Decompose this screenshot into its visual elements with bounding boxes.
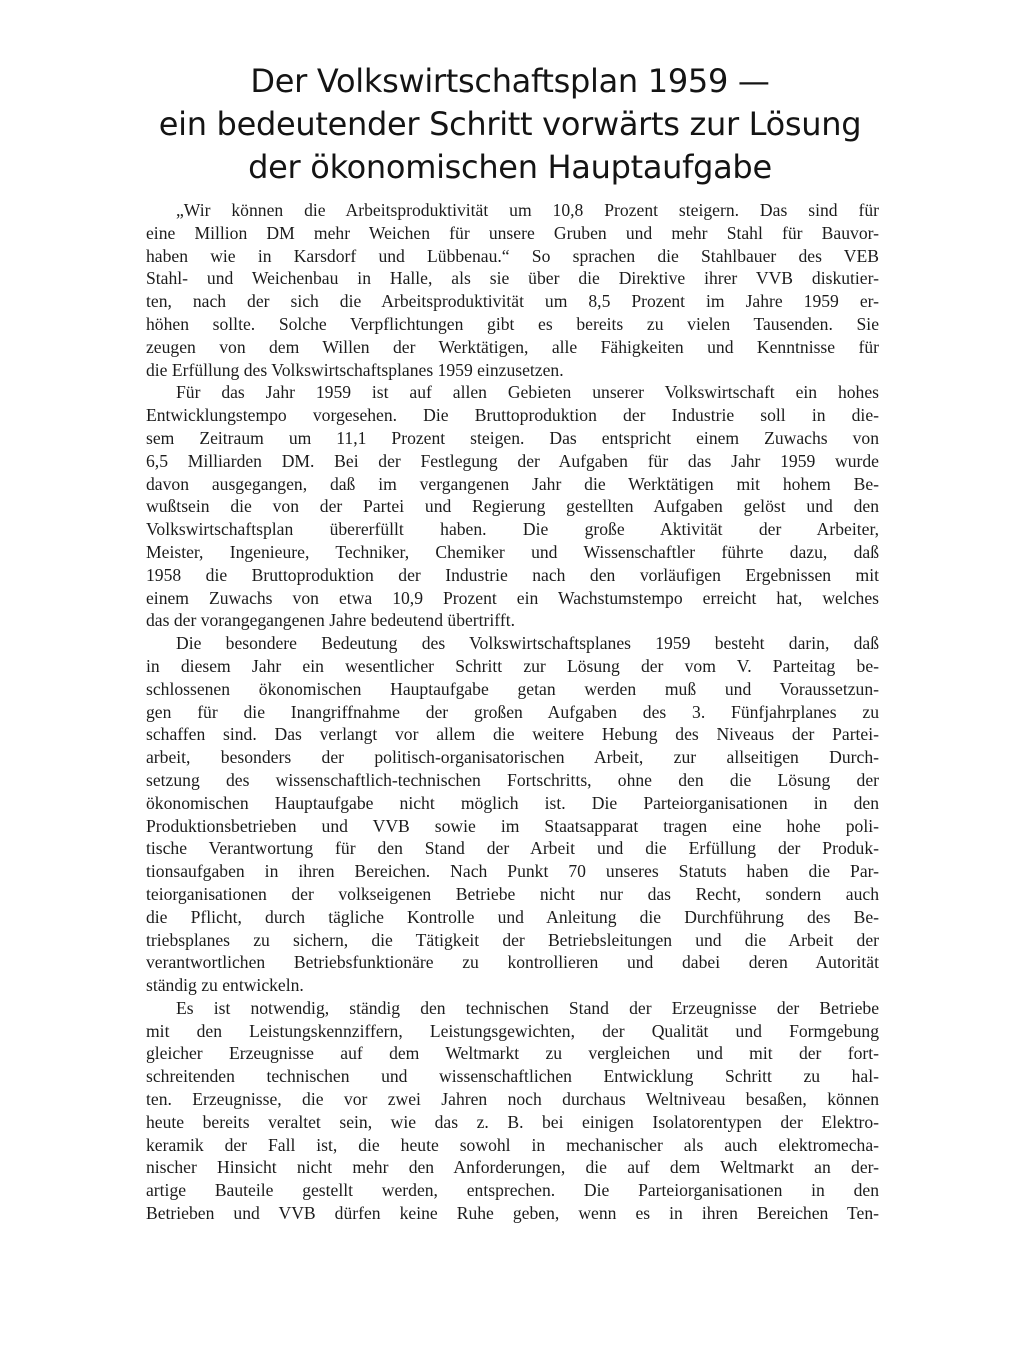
article-body (146, 199, 879, 1225)
paragraph-4-line: Es ist notwendig, ständig den technischen Stand der Erzeugnisse der Betriebe (176, 997, 879, 1018)
article-title (140, 60, 880, 189)
paragraph-2-line: 1958 die Bruttoproduktion der Industrie nach den vorläufigen Ergebnissen mit (146, 564, 879, 585)
paragraph-3-line: Die besondere Bedeutung des Volkswirtschaftsplanes 1959 besteht darin, daß (176, 633, 879, 654)
paragraph-2-line: das der vorangegangenen Jahre bedeutend übertrifft. (146, 610, 515, 631)
title-line-1: Der Volkswirtschaftsplan 1959 — (250, 62, 770, 100)
paragraph-3 (146, 632, 879, 997)
paragraph-3-line: ökonomischen Hauptaufgabe nicht möglich ist. Die Parteiorganisationen in den (146, 792, 879, 813)
paragraph-1-line: zeugen von dem Willen der Werktätigen, alle Fähigkeiten und Kenntnisse für (146, 336, 879, 357)
paragraph-3-line: die Pflicht, durch tägliche Kontrolle und Anleitung die Durchführung des Be- (146, 906, 879, 927)
paragraph-3-line: teiorganisationen der volkseigenen Betriebe nicht nur das Recht, sondern auch (146, 883, 879, 904)
paragraph-1-line: Stahl- und Weichenbau in Halle, als sie über die Direktive ihrer VVB diskutier- (146, 268, 879, 289)
paragraph-2-line: Meister, Ingenieure, Techniker, Chemiker und Wissenschaftler führte dazu, daß (146, 541, 879, 562)
paragraph-1-line: die Erfüllung des Volkswirtschaftsplanes 1959 einzusetzen. (146, 359, 564, 380)
paragraph-3-line: in diesem Jahr ein wesentlicher Schritt zur Lösung der vom V. Parteitag be- (146, 655, 879, 676)
title-line-2: ein bedeutender Schritt vorwärts zur Lösung (158, 105, 862, 143)
paragraph-2-line: Volkswirtschaftsplan übererfüllt haben. Die große Aktivität der Arbeiter, (146, 519, 879, 540)
paragraph-4-line: heute bereits veraltet sein, wie das z. B. bei einigen Isolatorentypen der Elektro- (146, 1111, 879, 1132)
paragraph-2-line: davon ausgegangen, daß im vergangenen Jahr die Werktätigen mit hohem Be- (146, 473, 879, 494)
paragraph-3-line: gen für die Inangriffnahme der großen Aufgaben des 3. Fünfjahrplanes zu (146, 701, 879, 722)
paragraph-3-line: triebsplanes zu sichern, die Tätigkeit der Betriebsleitungen und die Arbeit der (146, 929, 879, 950)
paragraph-4-line: keramik der Fall ist, die heute sowohl in mechanischer als auch elektromecha- (146, 1134, 879, 1155)
paragraph-2-line: Entwicklungstempo vorgesehen. Die Bruttoproduktion der Industrie soll in die- (146, 405, 879, 426)
paragraph-4-line: nischer Hinsicht nicht mehr den Anforderungen, die auf dem Weltmarkt an der- (146, 1157, 879, 1178)
paragraph-4-line: ten. Erzeugnisse, die vor zwei Jahren noch durchaus Weltniveau besaßen, können (146, 1089, 879, 1110)
paragraph-4-line: artige Bauteile gestellt werden, entsprechen. Die Parteiorganisationen in den (146, 1180, 879, 1201)
paragraph-3-line: schlossenen ökonomischen Hauptaufgabe getan werden muß und Voraussetzun- (146, 678, 879, 699)
paragraph-4-line: schreitenden technischen und wissenschaftlichen Entwicklung Schritt zu hal- (146, 1066, 879, 1087)
paragraph-3-line: verantwortlichen Betriebsfunktionäre zu kontrollieren und dabei deren Autorität (146, 952, 879, 973)
paragraph-1-line: eine Million DM mehr Weichen für unsere Gruben und mehr Stahl für Bauvor- (146, 222, 879, 243)
paragraph-1-line: „Wir können die Arbeitsproduktivität um 10,8 Prozent steigern. Das sind für (176, 200, 879, 220)
paragraph-2-line: 6,5 Milliarden DM. Bei der Festlegung der Aufgaben für das Jahr 1959 wurde (146, 450, 879, 471)
paragraph-3-line: tische Verantwortung für den Stand der Arbeit und die Erfüllung der Produk- (146, 838, 879, 859)
paragraph-1-line: haben wie in Karsdorf und Lübbenau.“ So sprachen die Stahlbauer des VEB (146, 245, 879, 266)
paragraph-3-line: tionsaufgaben in ihren Bereichen. Nach Punkt 70 unseres Statuts haben die Par- (146, 861, 879, 882)
paragraph-2-line: einem Zuwachs von etwa 10,9 Prozent ein Wachstumstempo erreicht hat, welches (146, 587, 879, 608)
paragraph-2-line: Für das Jahr 1959 ist auf allen Gebieten unserer Volkswirtschaft ein hohes (176, 382, 879, 403)
paragraph-3-line: arbeit, besonders der politisch-organisatorischen Arbeit, zur allseitigen Durch- (146, 747, 879, 768)
paragraph-2-line: sem Zeitraum um 11,1 Prozent steigen. Das entspricht einem Zuwachs von (146, 427, 879, 448)
paragraph-3-line: Produktionsbetrieben und VVB sowie im Staatsapparat tragen eine hohe poli- (146, 815, 879, 836)
title-line-3: der ökonomischen Hauptaufgabe (248, 148, 772, 186)
paragraph-3-line: schaffen sind. Das verlangt vor allem die weitere Hebung des Niveaus der Partei- (146, 724, 879, 745)
paragraph-1 (146, 199, 879, 381)
paragraph-4-line: Betrieben und VVB dürfen keine Ruhe geben, wenn es in ihren Bereichen Ten- (146, 1203, 879, 1224)
paragraph-2 (146, 381, 879, 632)
paragraph-1-line: höhen sollte. Solche Verpflichtungen gibt es bereits zu vielen Tausenden. Sie (146, 313, 879, 334)
paragraph-4-line: mit den Leistungskennziffern, Leistungsgewichten, der Qualität und Formgebung (146, 1020, 879, 1041)
paragraph-3-line: setzung des wissenschaftlich-technischen Fortschritts, ohne den die Lösung der (146, 769, 879, 790)
paragraph-4 (146, 997, 879, 1225)
paragraph-3-line: ständig zu entwickeln. (146, 975, 304, 996)
paragraph-4-line: gleicher Erzeugnisse auf dem Weltmarkt zu vergleichen und mit der fort- (146, 1043, 879, 1064)
paragraph-2-line: wußtsein die von der Partei und Regierung gestellten Aufgaben gelöst und den (146, 496, 879, 517)
paragraph-1-line: ten, nach der sich die Arbeitsproduktivität um 8,5 Prozent im Jahre 1959 er- (146, 291, 879, 312)
